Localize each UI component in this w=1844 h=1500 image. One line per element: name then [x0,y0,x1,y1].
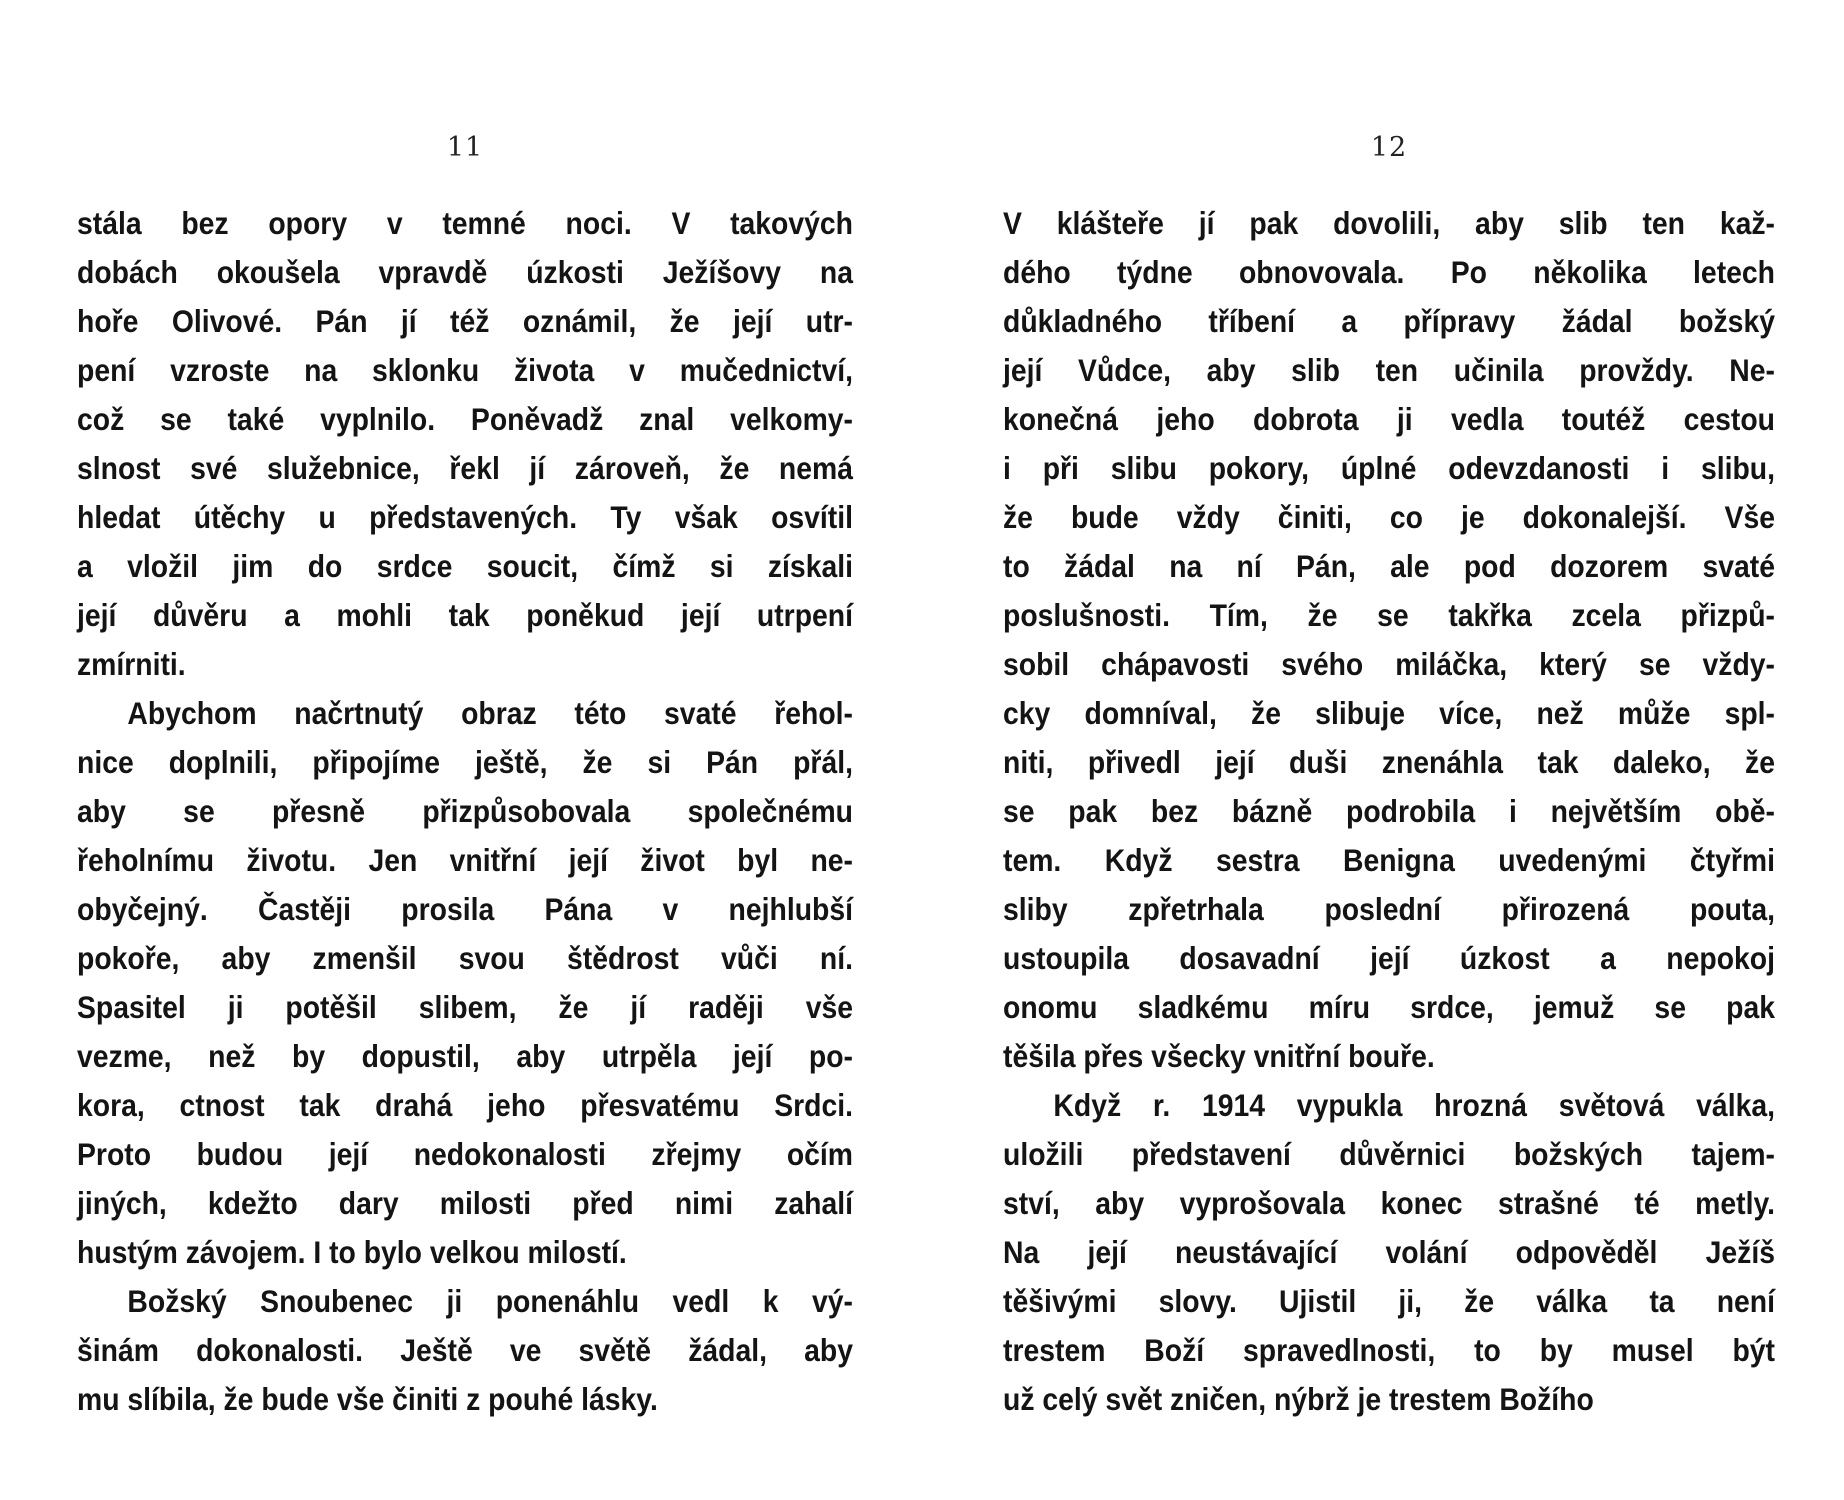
text-line: trestem Boží spravedlnosti, to by musel být [1003,1332,1775,1368]
text-line: nice doplnili, připojíme ještě, že si Pán přál, [77,744,853,780]
paragraph [1003,1081,1775,1424]
left-page [77,0,853,1500]
text-line: onomu sladkému míru srdce, jemuž se pak [1003,989,1775,1025]
text-line: cky domníval, že slibuje více, než může spl- [1003,695,1775,731]
text-line: Na její neustávající volání odpověděl Ježíš [1003,1234,1775,1270]
paragraph [1003,199,1775,1081]
text-line: dobách okoušela vpravdě úzkosti Ježíšovy na [77,254,853,290]
text-line: zmírniti. [77,646,186,682]
text-line: důkladného tříbení a přípravy žádal božský [1003,303,1775,339]
left-page-text [77,199,853,1424]
text-line: se pak bez bázně podrobila i největším obě- [1003,793,1775,829]
paragraph [77,199,853,689]
text-line: niti, přivedl její duši znenáhla tak daleko, že [1003,744,1775,780]
text-line: to žádal na ní Pán, ale pod dozorem svaté [1003,548,1775,584]
text-line: její důvěru a mohli tak poněkud její utrpení [77,597,853,633]
text-line: Proto budou její nedokonalosti zřejmy očím [77,1136,853,1172]
text-line: pokoře, aby zmenšil svou štědrost vůči ní. [77,940,853,976]
text-line: uložili představení důvěrnici božských tajem- [1003,1136,1775,1172]
right-page [1003,0,1775,1500]
text-line: hoře Olivové. Pán jí též oznámil, že její utr- [77,303,853,339]
text-line: pení vzroste na sklonku života v mučednictví, [77,352,853,388]
text-line: a vložil jim do srdce soucit, čímž si získali [77,548,853,584]
text-line: dého týdne obnovovala. Po několika letech [1003,254,1775,290]
text-line: aby se přesně přizpůsobovala společnému [77,793,853,829]
text-line: kora, ctnost tak drahá jeho přesvatému Srdci. [77,1087,853,1123]
paragraph [77,689,853,1277]
text-line: Když r. 1914 vypukla hrozná světová válka, [1053,1087,1775,1123]
text-line: stála bez opory v temné noci. V takových [77,205,853,241]
text-line: sobil chápavosti svého miláčka, který se vždy- [1003,646,1775,682]
right-page-text [1003,199,1775,1424]
text-line: Spasitel ji potěšil slibem, že jí raději vše [77,989,853,1025]
text-line: hustým závojem. I to bylo velkou milostí. [77,1234,627,1270]
text-line: její Vůdce, aby slib ten učinila provždy. Ne- [1003,352,1775,388]
text-line: že bude vždy činiti, co je dokonalejší. Vše [1003,499,1775,535]
page-number-right: 12 [1370,132,1408,163]
text-line: jiných, kdežto dary milosti před nimi zahalí [77,1185,853,1221]
page-number-left: 11 [446,132,484,163]
text-line: vezme, než by dopustil, aby utrpěla její po- [77,1038,853,1074]
text-line: sliby zpřetrhala poslední přirozená pouta, [1003,891,1775,927]
text-line: mu slíbila, že bude vše činiti z pouhé lásky. [77,1381,658,1417]
text-line: ustoupila dosavadní její úzkost a nepokoj [1003,940,1775,976]
text-line: Božský Snoubenec ji ponenáhlu vedl k vý- [127,1283,853,1319]
text-line: tem. Když sestra Benigna uvedenými čtyřmi [1003,842,1775,878]
paragraph [77,1277,853,1424]
text-line: i při slibu pokory, úplné odevzdanosti i slibu, [1003,450,1775,486]
text-line: šinám dokonalosti. Ještě ve světě žádal, aby [77,1332,853,1368]
text-line: obyčejný. Častěji prosila Pána v nejhlubší [77,891,853,927]
text-line: ství, aby vyprošovala konec strašné té metly. [1003,1185,1775,1221]
text-line: Abychom načrtnutý obraz této svaté řehol- [127,695,853,731]
text-line: řeholnímu životu. Jen vnitřní její život byl ne- [77,842,853,878]
text-line: těšila přes všecky vnitřní bouře. [1003,1038,1435,1074]
text-line: konečná jeho dobrota ji vedla toutéž cestou [1003,401,1775,437]
text-line: hledat útěchy u představených. Ty však osvítil [77,499,853,535]
text-line: už celý svět zničen, nýbrž je trestem Božího [1003,1381,1594,1417]
text-line: slnost své služebnice, řekl jí zároveň, že nemá [77,450,853,486]
text-line: V klášteře jí pak dovolili, aby slib ten kaž- [1003,205,1775,241]
text-line: těšivými slovy. Ujistil ji, že válka ta není [1003,1283,1775,1319]
text-line: což se také vyplnilo. Poněvadž znal velkomy- [77,401,853,437]
text-line: poslušnosti. Tím, že se takřka zcela přizpů- [1003,597,1775,633]
